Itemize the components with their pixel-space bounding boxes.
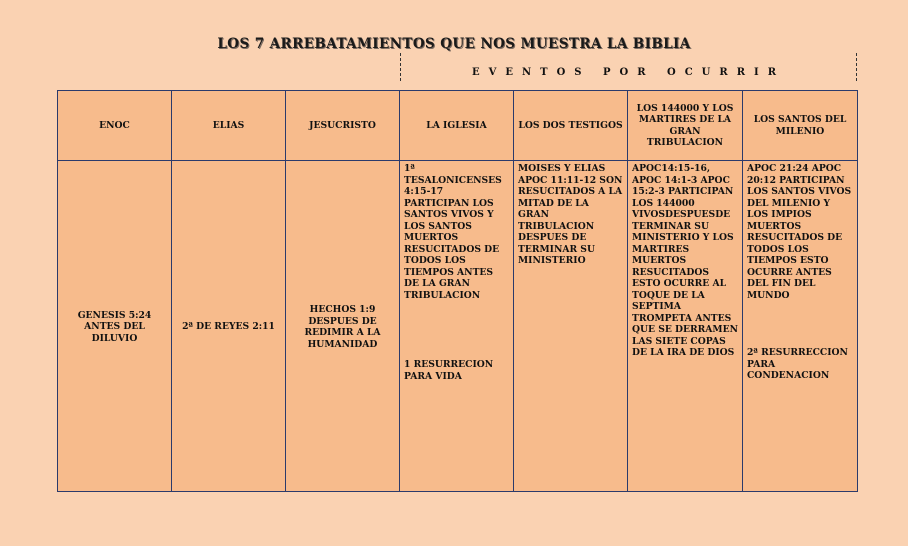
events-label: EVENTOS POR OCURRIR bbox=[471, 67, 786, 78]
cell-elias: 2ª DE REYES 2:11 bbox=[172, 161, 286, 492]
page-title: LOS 7 ARREBATAMIENTOS QUE NOS MUESTRA LA BIBLIA bbox=[217, 36, 691, 52]
cell-martires: APOC14:15-16, APOC 14:1-3 APOC 15:2-3 PARTICIPAN LOS 144000 VIVOSDESPUESDE TERMINAR SU MINISTERIO Y LOS MARTIRES MUERTOS RESUCITADOS ESTO OCURRE AL TOQUE DE LA SEPTIMA TROMPETA ANTES QUE SE DERRAMEN LAS SIETE COPAS DE LA IRA DE DIOS bbox=[628, 161, 743, 492]
cell-enoc: GENESIS 5:24 ANTES DEL DILUVIO bbox=[58, 161, 172, 492]
cell-milenio bbox=[743, 161, 858, 492]
events-bar bbox=[400, 53, 857, 81]
header-iglesia: LA IGLESIA bbox=[400, 91, 514, 161]
header-elias: ELIAS bbox=[172, 91, 286, 161]
iglesia-resurrection: 1 RESURRECION PARA VIDA bbox=[404, 359, 494, 382]
header-martires: LOS 144000 Y LOS MARTIRES DE LA GRAN TRIBULACION bbox=[628, 91, 743, 161]
cell-jesucristo: HECHOS 1:9 DESPUES DE REDIMIR A LA HUMANIDAD bbox=[286, 161, 400, 492]
milenio-resurrection: 2ª RESURRECCION PARA CONDENACION bbox=[747, 347, 848, 381]
raptures-table bbox=[57, 90, 858, 492]
content-row bbox=[58, 161, 858, 492]
milenio-description: APOC 21:24 APOC 20:12 PARTICIPAN LOS SANTOS VIVOS DEL MILENIO Y LOS IMPIOS MUERTOS RESUCITADOS DE TODOS LOS TIEMPOS ESTO OCURRE ANTES DEL FIN DEL MUNDO bbox=[747, 163, 852, 301]
header-jesucristo: JESUCRISTO bbox=[286, 91, 400, 161]
iglesia-description: 1ª TESALONICENSES 4:15-17 PARTICIPAN LOS SANTOS VIVOS Y LOS SANTOS MUERTOS RESUCITADOS DE TODOS LOS TIEMPOS ANTES DE LA GRAN TRIBULACION bbox=[404, 163, 502, 301]
header-testigos: LOS DOS TESTIGOS bbox=[514, 91, 628, 161]
cell-testigos: MOISES Y ELIAS APOC 11:11-12 SON RESUCITADOS A LA MITAD DE LA GRAN TRIBULACION DESPUES DE TERMINAR SU MINISTERIO bbox=[514, 161, 628, 492]
header-milenio: LOS SANTOS DEL MILENIO bbox=[743, 91, 858, 161]
header-enoc: ENOC bbox=[58, 91, 172, 161]
cell-iglesia bbox=[400, 161, 514, 492]
header-row bbox=[58, 91, 858, 161]
